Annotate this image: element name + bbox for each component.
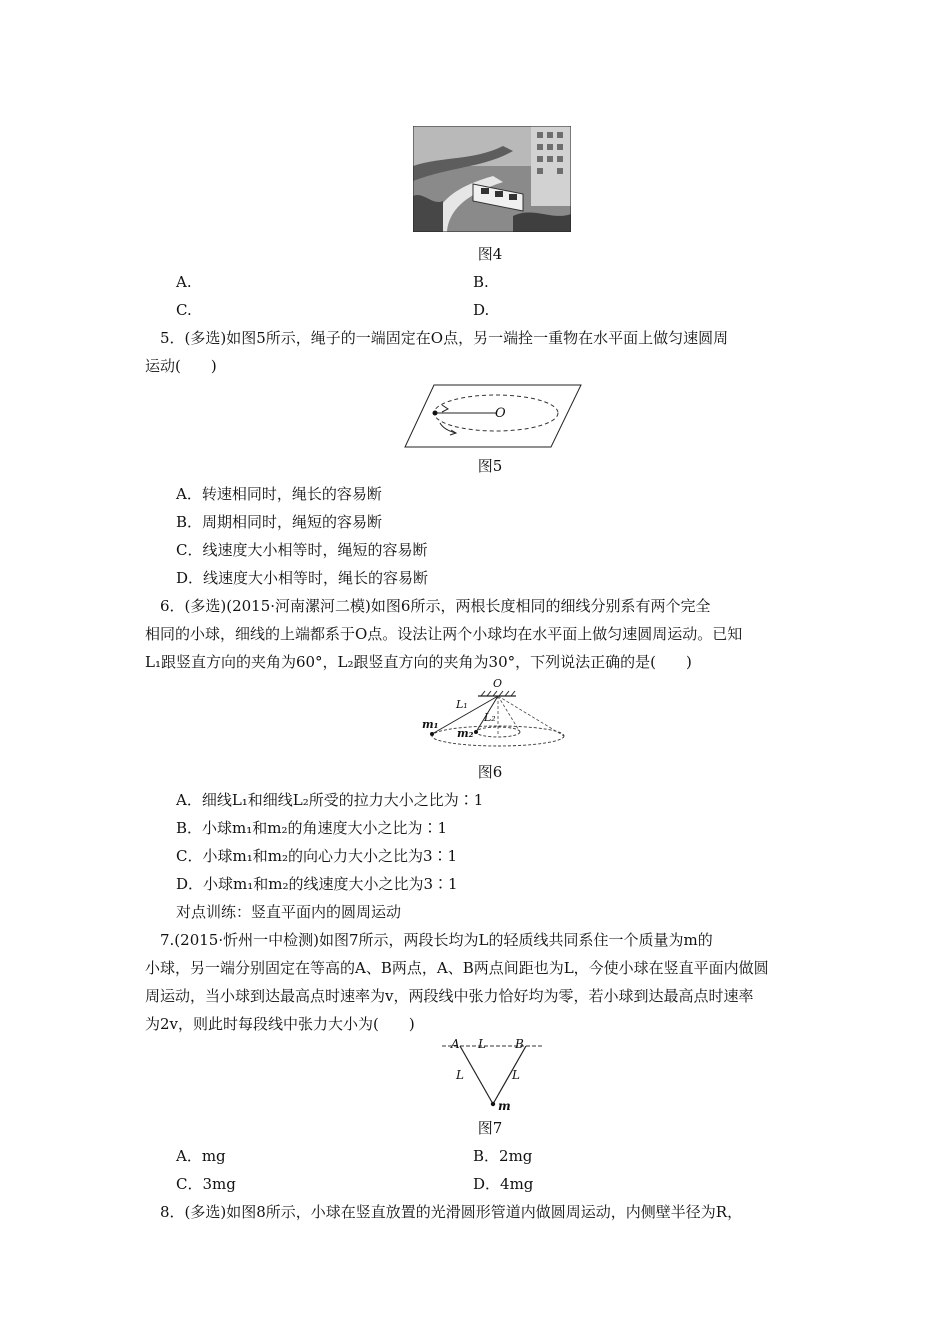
q4-option-d: D. [473,301,490,319]
q6-option-b: B．小球m₁和m₂的角速度大小之比为∶1 [176,819,448,837]
figure-6-label-m2: m₂ [457,727,474,740]
q4-option-c: C. [176,301,192,319]
q4-option-a: A. [176,273,192,291]
q5-stem-line-1: 5．(多选)如图5所示，绳子的一端固定在O点，另一端拴一重物在水平面上做匀速圆周 [160,329,729,347]
figure-6-label-m1: m₁ [422,718,439,731]
q6-stem-line-2: 相同的小球，细线的上端都系于O点。设法让两个小球均在水平面上做匀速圆周运动。已知 [145,625,743,643]
q6-option-d: D．小球m₁和m₂的线速度大小之比为3∶1 [176,875,458,893]
q7-option-a: A．mg [176,1147,226,1165]
figure-5-label-o: O [495,406,506,421]
figure-6-label-l1: L₁ [456,698,468,711]
figure-7-label-l-left: L [456,1068,464,1082]
figure-7-label-b: B [515,1037,524,1051]
q7-option-c: C．3mg [176,1175,236,1193]
q5-option-b: B．周期相同时，绳短的容易断 [176,513,383,531]
q6-option-a: A．细线L₁和细线L₂所受的拉力大小之比为∶1 [176,791,484,809]
figure-7-label-l-right: L [512,1068,520,1082]
figure-7-label-m: m [498,1099,511,1113]
figure-7-label-a: A [451,1037,460,1051]
q8-stem-line-1: 8．(多选)如图8所示，小球在竖直放置的光滑圆形管道内做圆周运动，内侧壁半径为R， [160,1203,743,1221]
q5-option-a: A．转速相同时，绳长的容易断 [176,485,382,503]
q7-stem-line-4: 为2v，则此时每段线中张力大小为( ) [145,1015,415,1033]
q6-stem-line-3: L₁跟竖直方向的夹角为60°，L₂跟竖直方向的夹角为30°，下列说法正确的是( ) [145,653,692,671]
figure-5-caption: 图5 [477,457,503,475]
q4-option-b: B. [473,273,489,291]
q7-stem-line-2: 小球，另一端分别固定在等高的A、B两点，A、B两点间距也为L，今使小球在竖直平面内做圆 [145,959,769,977]
q7-stem-line-3: 周运动，当小球到达最高点时速率为v，两段线中张力恰好均为零，若小球到达最高点时速率 [145,987,754,1005]
q6-stem-line-1: 6．(多选)(2015·河南漯河二模)如图6所示，两根长度相同的细线分别系有两个完全 [160,597,711,615]
figure-6-label-l2: L₂ [484,711,496,724]
figure-6-label-o: O [493,677,503,690]
q7-option-d: D．4mg [473,1175,534,1193]
section-heading: 对点训练：竖直平面内的圆周运动 [176,903,402,921]
q5-option-c: C．线速度大小相等时，绳短的容易断 [176,541,428,559]
q6-option-c: C．小球m₁和m₂的向心力大小之比为3∶1 [176,847,458,865]
figure-6-caption: 图6 [477,763,503,781]
figure-4-photo [413,126,571,232]
q7-option-b: B．2mg [473,1147,533,1165]
figure-7-label-l-top: L [478,1037,486,1051]
q7-stem-line-1: 7.(2015·忻州一中检测)如图7所示，两段长均为L的轻质线共同系住一个质量为m的 [160,931,713,949]
q5-option-d: D．线速度大小相等时，绳长的容易断 [176,569,429,587]
figure-7-caption: 图7 [477,1119,503,1137]
figure-4-caption: 图4 [477,245,503,263]
figure-5-diagram [404,383,582,449]
q5-stem-line-2: 运动( ) [145,357,217,375]
